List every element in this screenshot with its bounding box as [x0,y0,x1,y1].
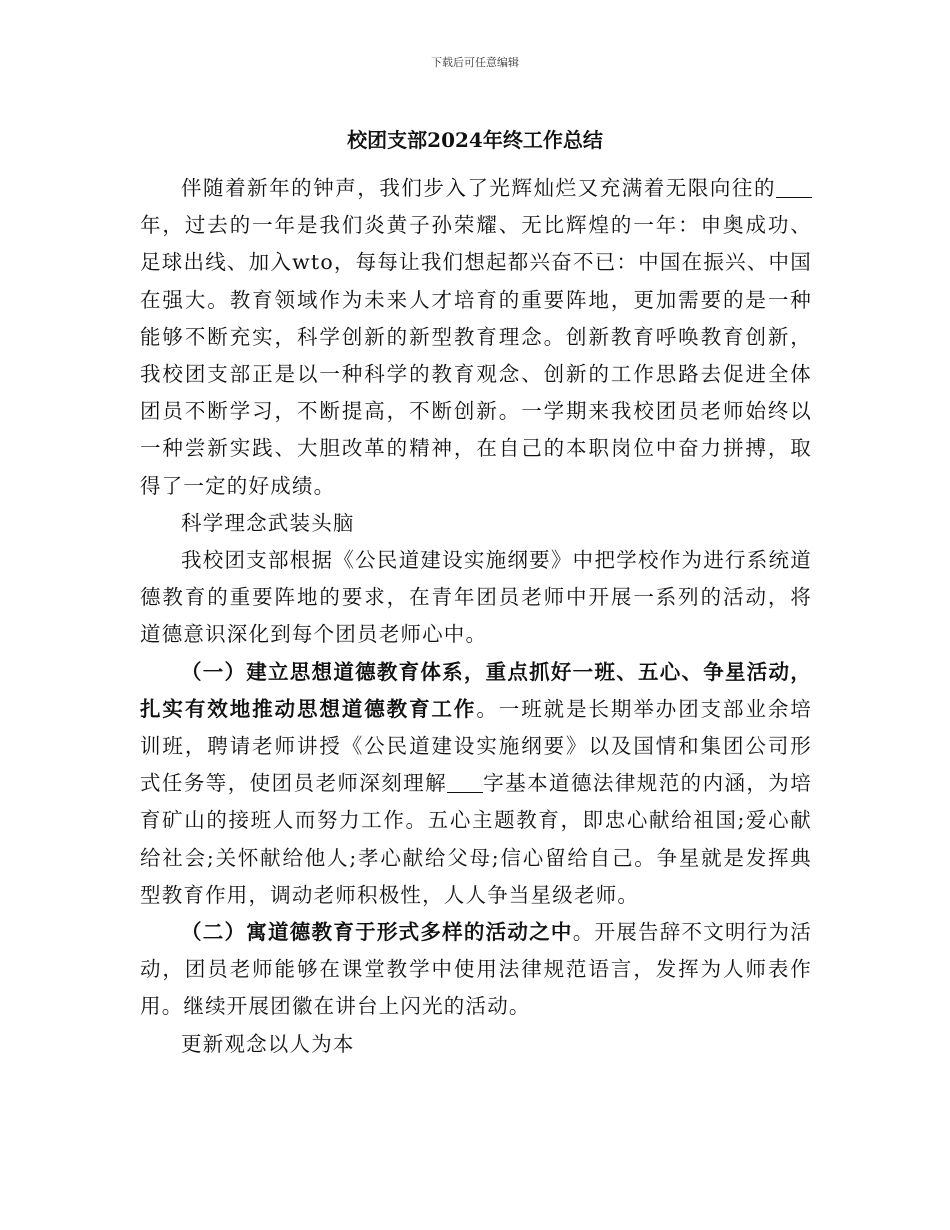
paragraph-activities-rest: 。开展告辞不文明行为活动，团员老师能够在课堂教学中使用法律规范语言，发挥为人师表作用。继续开展团徽在讲台上闪光的活动。 [140,920,812,1019]
paragraph-intro-part-2: 年，过去的一年是我们炎黄子孙荣耀、无比辉煌的一年：申奥成功、足球出线、加入wto，每每让我们想起都兴奋不已：中国在振兴、中国在强大。教育领域作为未来人才培育的重要阵地，更加需要的是一种能够不断充实，科学创新的新型教育理念。创新教育呼唤教育创新，我校团支部正是以一种科学的教育观念、创新的工作思路去促进全体团员不断学习，不断提高，不断创新。一学期来我校团员老师始终以一种尝新实践、大胆改革的精神，在自己的本职岗位中奋力拼搏，取得了一定的好成绩。 [140,213,812,498]
section-heading-people: 更新观念以人为本 [181,1031,355,1056]
blank-underline [447,772,483,794]
paragraph-system-part-1: 。一班就是长期举办团支部业余培训班，聘请老师讲授《公民道建设实施纲要》以及国情和集团公司形式任务等，使团员老师深刻理解 [140,696,813,796]
blank-underline [776,177,812,199]
paragraph-system [140,654,812,914]
paragraph-activities [140,914,812,1026]
document-title: 校团支部2024年终工作总结 [347,128,603,152]
paragraph-moral-education: 我校团支部根据《公民道建设实施纲要》中把学校作为进行系统道德教育的重要阵地的要求，在青年团员老师中开展一系列的活动，将道德意识深化到每个团员老师心中。 [140,548,812,647]
paragraph-intro [140,170,812,505]
paragraph-system-part-2: 字基本道德法律规范的内涵，为培育矿山的接班人而努力工作。五心主题教育，即忠心献给祖国;爱心献给社会;关怀献给他人;孝心献给父母;信心留给自己。争星就是发挥典型教育作用，调动老师积极性，人人争当星级老师。 [140,771,812,907]
paragraph-system-bold: （一）建立思想道德教育体系，重点抓好一班、五心、争星活动，扎实有效地推动思想道德教育工作 [140,659,812,721]
header-note: 下载后可任意编辑 [431,56,519,69]
paragraph-activities-bold: （二）寓道德教育于形式多样的活动之中 [181,920,573,945]
section-heading-science: 科学理念武装头脑 [181,510,355,535]
paragraph-intro-part-1: 伴随着新年的钟声，我们步入了光辉灿烂又充满着无限向往的 [181,176,776,200]
document-body [140,170,812,1063]
